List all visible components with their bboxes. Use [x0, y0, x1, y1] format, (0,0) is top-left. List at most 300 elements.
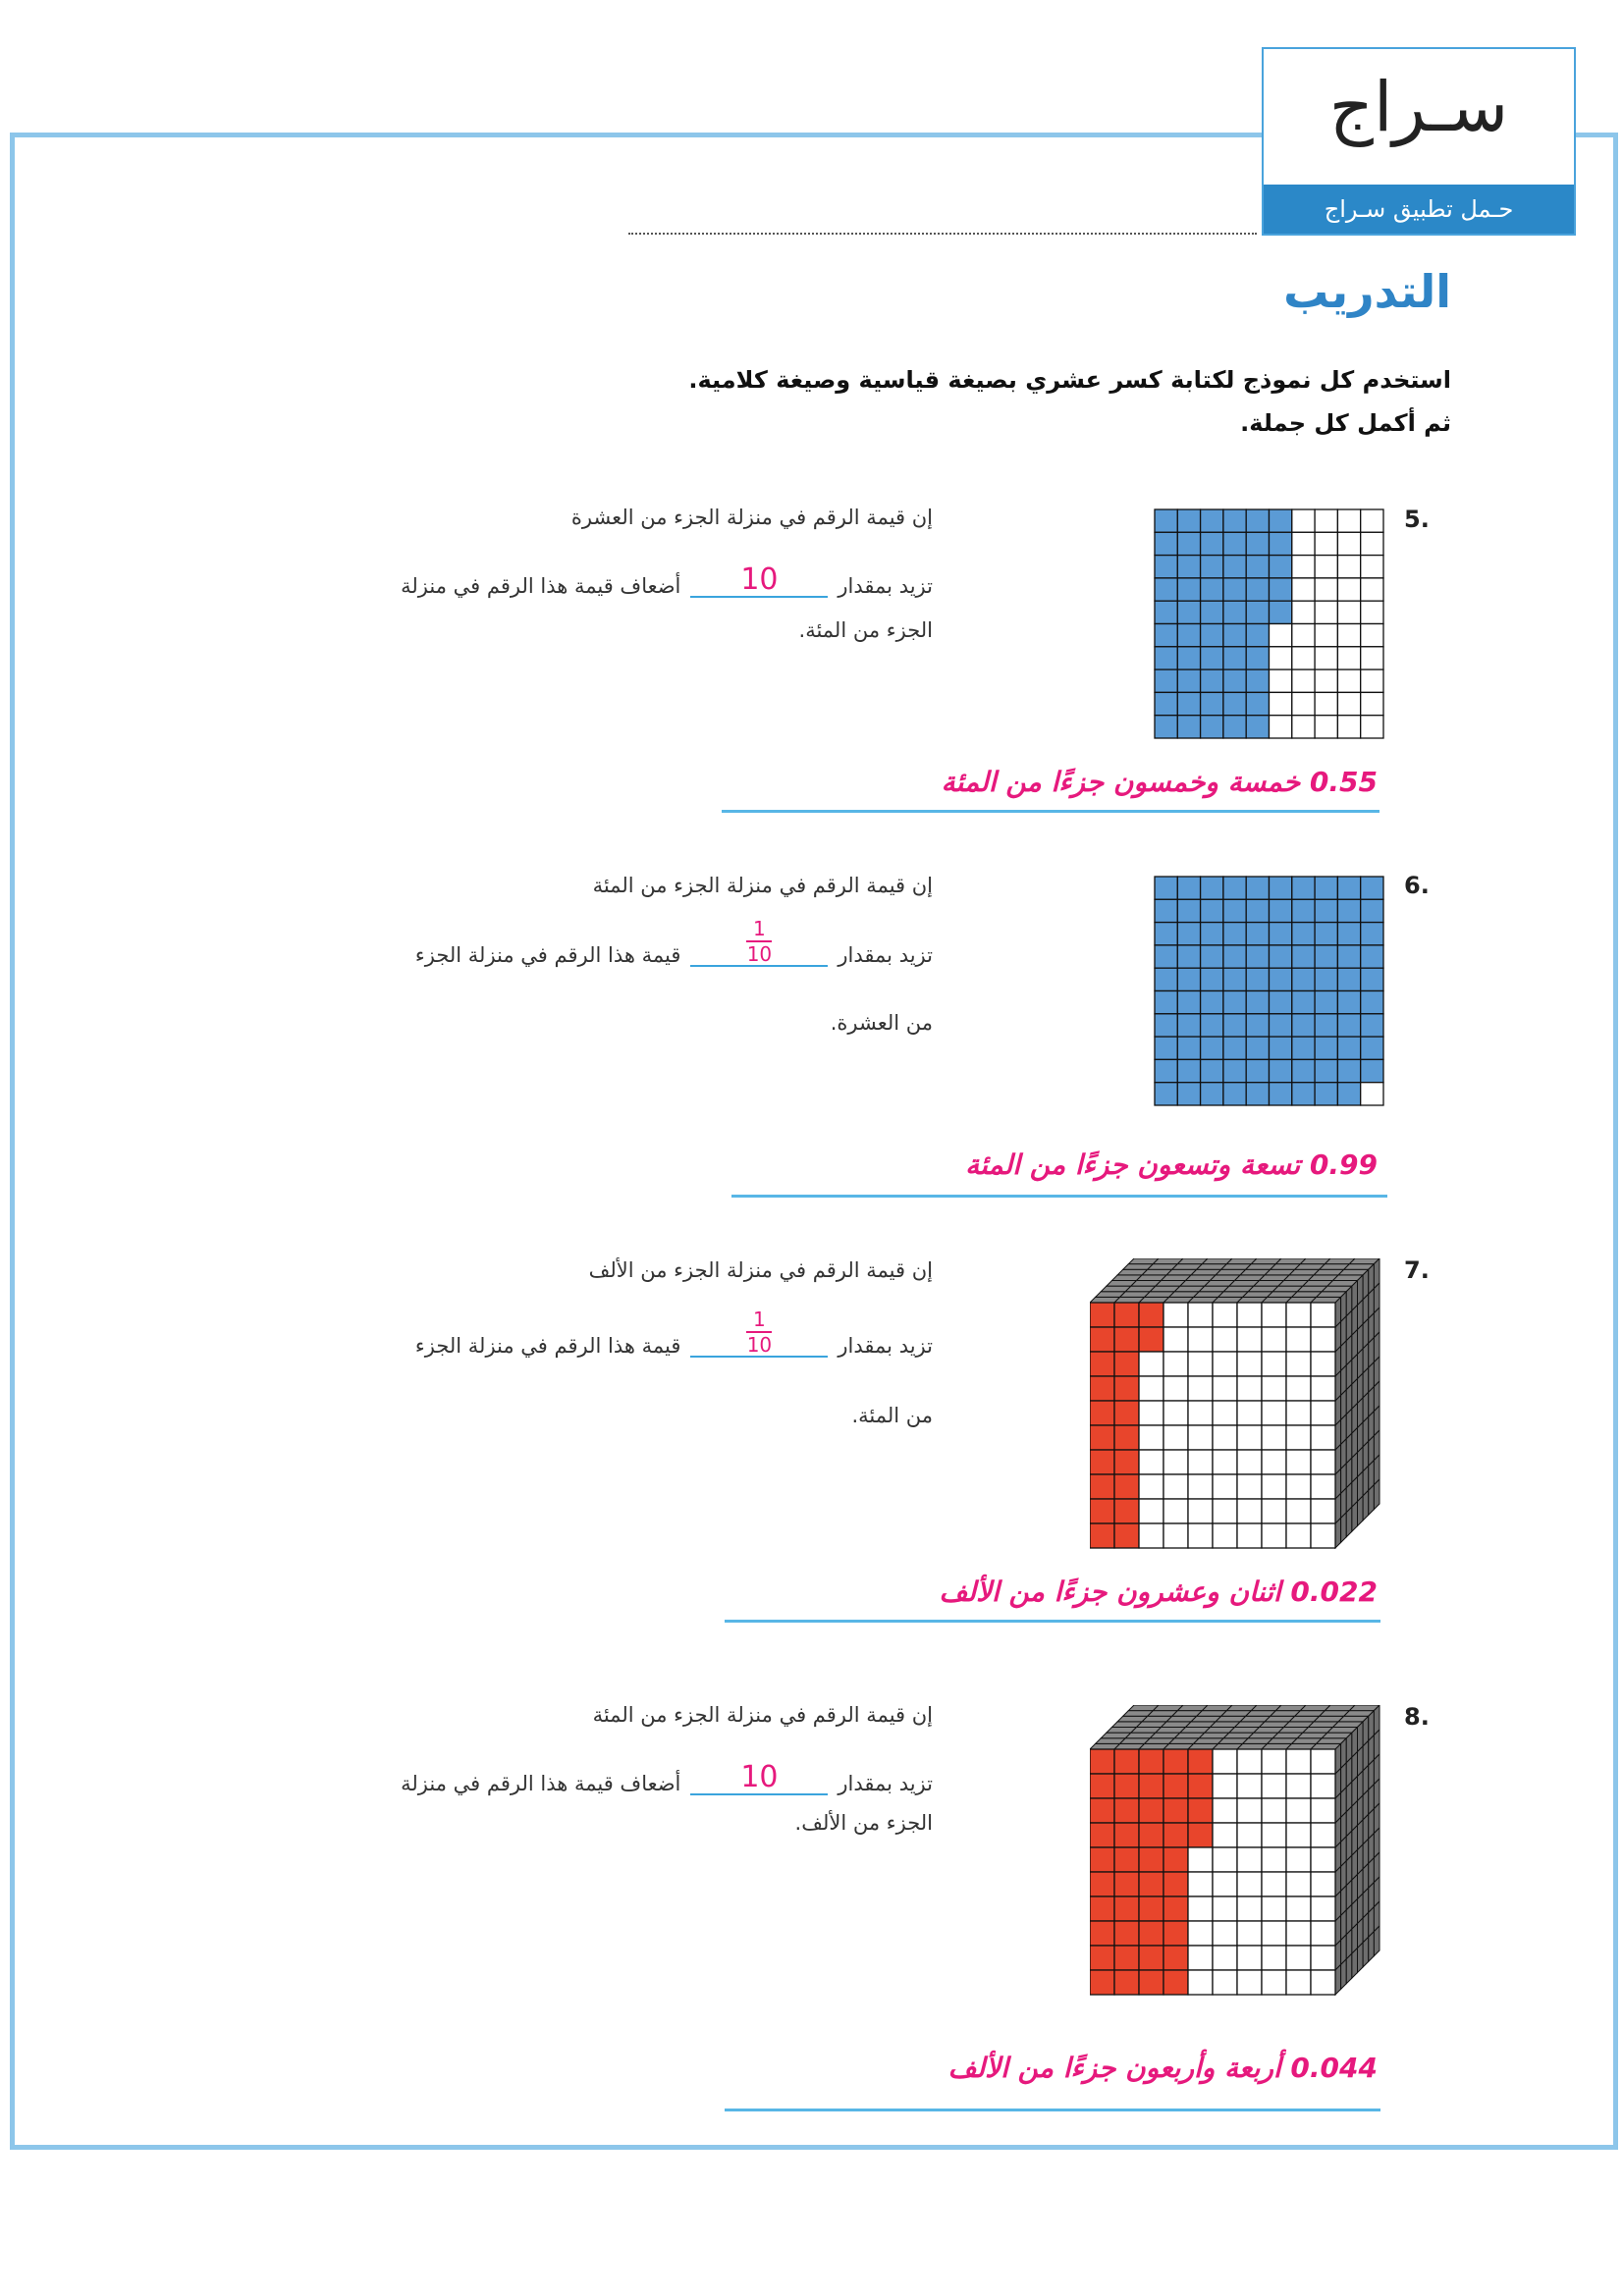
- sentence-line-2: [415, 1302, 933, 1358]
- answer-line: [725, 1620, 1380, 1623]
- grid-cell: [1177, 692, 1200, 715]
- grid-cell: [1315, 1014, 1337, 1037]
- answer-line: [722, 810, 1380, 813]
- cube-front-cell: [1188, 1499, 1213, 1523]
- cube-front-cell: [1311, 1872, 1335, 1896]
- cube-front-cell: [1286, 1921, 1311, 1946]
- cube-front-cell: [1213, 1474, 1237, 1499]
- cube-front-cell: [1213, 1896, 1237, 1921]
- sentence-pre: تزيد بمقدار: [838, 943, 933, 967]
- cube-front-cell: [1139, 1798, 1163, 1823]
- grid-cell: [1201, 692, 1223, 715]
- grid-cell: [1155, 1014, 1177, 1037]
- grid-cell: [1246, 945, 1269, 968]
- model-cube-8: [1090, 1705, 1389, 1996]
- grid-cell: [1361, 1014, 1383, 1037]
- cube-front-cell: [1163, 1823, 1188, 1847]
- grid-cell: [1270, 923, 1292, 945]
- grid-cell: [1201, 899, 1223, 922]
- cube-side-cell: [1335, 1518, 1341, 1548]
- cube-front-cell: [1286, 1896, 1311, 1921]
- answer-blank[interactable]: [690, 911, 828, 967]
- grid-cell: [1315, 669, 1337, 692]
- cube-front-cell: [1237, 1450, 1262, 1474]
- cube-front-cell: [1139, 1474, 1163, 1499]
- grid-cell: [1270, 877, 1292, 899]
- cube-front-cell: [1262, 1303, 1286, 1327]
- brand-logo[interactable]: [1262, 47, 1576, 236]
- cube-front-cell: [1262, 1847, 1286, 1872]
- cube-front-cell: [1163, 1921, 1188, 1946]
- grid-cell: [1337, 968, 1360, 990]
- cube-front-cell: [1139, 1872, 1163, 1896]
- cube-front-cell: [1213, 1946, 1237, 1970]
- cube-front-cell: [1311, 1499, 1335, 1523]
- cube-front-cell: [1311, 1798, 1335, 1823]
- cube-front-cell: [1311, 1523, 1335, 1548]
- cube-front-cell: [1213, 1450, 1237, 1474]
- grid-cell: [1292, 991, 1315, 1014]
- cube-front-cell: [1163, 1474, 1188, 1499]
- grid-cell: [1315, 532, 1337, 555]
- grid-cell: [1201, 991, 1223, 1014]
- grid-cell: [1315, 877, 1337, 899]
- grid-cell: [1292, 556, 1315, 578]
- cube-front-cell: [1139, 1774, 1163, 1798]
- grid-cell: [1361, 601, 1383, 623]
- cube-front-cell: [1139, 1970, 1163, 1995]
- cube-front-cell: [1090, 1847, 1114, 1872]
- grid-cell: [1155, 945, 1177, 968]
- cube-front-cell: [1114, 1327, 1139, 1352]
- fraction-denominator: 10: [746, 1333, 773, 1357]
- cube-front-cell: [1286, 1450, 1311, 1474]
- cube-front-cell: [1139, 1921, 1163, 1946]
- grid-cell: [1155, 1083, 1177, 1105]
- cube-front-cell: [1237, 1327, 1262, 1352]
- cube-front-cell: [1213, 1303, 1237, 1327]
- grid-cell: [1292, 877, 1315, 899]
- grid-cell: [1223, 1059, 1246, 1082]
- cube-front-cell: [1188, 1798, 1213, 1823]
- grid-cell: [1337, 556, 1360, 578]
- cube-side-cell: [1346, 1507, 1352, 1537]
- cube-front-cell: [1139, 1401, 1163, 1425]
- grid-cell: [1201, 968, 1223, 990]
- cube-front-cell: [1188, 1896, 1213, 1921]
- grid-cell: [1246, 968, 1269, 990]
- cube-front-cell: [1213, 1376, 1237, 1401]
- cube-front-cell: [1090, 1749, 1114, 1774]
- grid-cell: [1246, 1059, 1269, 1082]
- grid-cell: [1155, 509, 1177, 532]
- grid-cell: [1155, 601, 1177, 623]
- cube-front-cell: [1311, 1847, 1335, 1872]
- grid-cell: [1270, 1059, 1292, 1082]
- question-number: 7.: [1404, 1256, 1430, 1284]
- grid-cell: [1315, 1059, 1337, 1082]
- cube-front-cell: [1114, 1872, 1139, 1896]
- cube-front-cell: [1213, 1499, 1237, 1523]
- grid-cell: [1155, 692, 1177, 715]
- cube-front-cell: [1090, 1823, 1114, 1847]
- cube-front-cell: [1114, 1499, 1139, 1523]
- cube-front-cell: [1163, 1749, 1188, 1774]
- cube-front-cell: [1311, 1896, 1335, 1921]
- grid-cell: [1201, 1037, 1223, 1059]
- cube-front-cell: [1262, 1774, 1286, 1798]
- cube-front-cell: [1286, 1401, 1311, 1425]
- grid-cell: [1177, 1059, 1200, 1082]
- grid-cell: [1223, 509, 1246, 532]
- cube-side-cell: [1369, 1932, 1375, 1962]
- cube-side-cell: [1358, 1496, 1364, 1526]
- grid-cell: [1223, 692, 1246, 715]
- grid-cell: [1201, 1083, 1223, 1105]
- cube-front-cell: [1213, 1798, 1237, 1823]
- cube-front-cell: [1090, 1798, 1114, 1823]
- cube-front-cell: [1311, 1450, 1335, 1474]
- grid-cell: [1270, 624, 1292, 647]
- grid-cell: [1223, 877, 1246, 899]
- sentence-line-3: من المئة.: [851, 1404, 933, 1427]
- cube-front-cell: [1090, 1376, 1114, 1401]
- cube-front-cell: [1213, 1401, 1237, 1425]
- cube-front-cell: [1262, 1450, 1286, 1474]
- grid-cell: [1292, 692, 1315, 715]
- grid-cell: [1337, 669, 1360, 692]
- cube-front-cell: [1188, 1749, 1213, 1774]
- cube-front-cell: [1163, 1523, 1188, 1548]
- cube-front-cell: [1262, 1896, 1286, 1921]
- grid-cell: [1292, 1037, 1315, 1059]
- cube-front-cell: [1286, 1303, 1311, 1327]
- cube-front-cell: [1311, 1303, 1335, 1327]
- grid-cell: [1223, 1037, 1246, 1059]
- grid-cell: [1315, 601, 1337, 623]
- cube-front-cell: [1090, 1474, 1114, 1499]
- cube-front-cell: [1286, 1474, 1311, 1499]
- cube-front-cell: [1311, 1401, 1335, 1425]
- grid-cell: [1155, 532, 1177, 555]
- cube-front-cell: [1163, 1499, 1188, 1523]
- sentence-pre: تزيد بمقدار: [838, 1334, 933, 1358]
- grid-cell: [1155, 1037, 1177, 1059]
- grid-cell: [1361, 877, 1383, 899]
- grid-cell: [1155, 923, 1177, 945]
- grid-cell: [1223, 532, 1246, 555]
- cube-front-cell: [1286, 1499, 1311, 1523]
- grid-cell: [1246, 624, 1269, 647]
- cube-front-cell: [1114, 1921, 1139, 1946]
- grid-cell: [1337, 899, 1360, 922]
- cube-front-cell: [1114, 1823, 1139, 1847]
- grid-cell: [1246, 991, 1269, 1014]
- fraction-numerator: 1: [753, 1308, 766, 1331]
- grid-cell: [1223, 624, 1246, 647]
- cube-front-cell: [1262, 1499, 1286, 1523]
- cube-front-cell: [1188, 1450, 1213, 1474]
- cube-front-cell: [1311, 1921, 1335, 1946]
- grid-cell: [1246, 556, 1269, 578]
- cube-front-cell: [1237, 1823, 1262, 1847]
- cube-front-cell: [1286, 1847, 1311, 1872]
- cube-front-cell: [1139, 1303, 1163, 1327]
- grid-cell: [1201, 1059, 1223, 1082]
- sentence-line-2: [415, 911, 933, 967]
- model-grid-5: [1154, 508, 1389, 739]
- sentence-post: قيمة هذا الرقم في منزلة الجزء: [414, 1334, 681, 1358]
- question-number: 8.: [1404, 1703, 1430, 1731]
- grid-cell: [1201, 532, 1223, 555]
- cube-front-cell: [1286, 1823, 1311, 1847]
- grid-cell: [1177, 532, 1200, 555]
- cube-front-cell: [1237, 1896, 1262, 1921]
- grid-cell: [1246, 601, 1269, 623]
- cube-front-cell: [1262, 1872, 1286, 1896]
- cube-front-cell: [1262, 1376, 1286, 1401]
- cube-front-cell: [1188, 1474, 1213, 1499]
- grid-cell: [1201, 601, 1223, 623]
- grid-cell: [1315, 991, 1337, 1014]
- grid-cell: [1223, 716, 1246, 738]
- grid-cell: [1223, 923, 1246, 945]
- cube-front-cell: [1237, 1946, 1262, 1970]
- cube-front-cell: [1286, 1376, 1311, 1401]
- grid-cell: [1201, 647, 1223, 669]
- cube-front-cell: [1286, 1352, 1311, 1376]
- grid-cell: [1246, 1083, 1269, 1105]
- cube-front-cell: [1139, 1327, 1163, 1352]
- grid-cell: [1337, 1037, 1360, 1059]
- answer-7: 0.022 اثنان وعشرون جزءًا من الألف: [939, 1575, 1378, 1608]
- grid-cell: [1292, 578, 1315, 601]
- cube-front-cell: [1237, 1401, 1262, 1425]
- grid-cell: [1270, 532, 1292, 555]
- grid-cell: [1315, 945, 1337, 968]
- cube-front-cell: [1090, 1774, 1114, 1798]
- grid-cell: [1201, 578, 1223, 601]
- cube-front-cell: [1262, 1474, 1286, 1499]
- cube-front-cell: [1114, 1425, 1139, 1450]
- cube-front-cell: [1311, 1327, 1335, 1352]
- grid-cell: [1337, 991, 1360, 1014]
- cube-front-cell: [1139, 1946, 1163, 1970]
- grid-cell: [1337, 716, 1360, 738]
- cube-front-cell: [1163, 1401, 1188, 1425]
- page-title: التدريب: [1283, 265, 1451, 318]
- cube-front-cell: [1090, 1970, 1114, 1995]
- grid-cell: [1315, 556, 1337, 578]
- cube-front-cell: [1090, 1921, 1114, 1946]
- answer-blank[interactable]: 10: [690, 1762, 828, 1795]
- grid-cell: [1292, 647, 1315, 669]
- grid-cell: [1155, 877, 1177, 899]
- grid-cell: [1246, 578, 1269, 601]
- cube-front-cell: [1286, 1798, 1311, 1823]
- logo-wordmark: سـراج: [1328, 67, 1509, 147]
- grid-cell: [1315, 1037, 1337, 1059]
- grid-cell: [1246, 692, 1269, 715]
- fraction-denominator: 10: [746, 942, 773, 966]
- cube-front-cell: [1163, 1970, 1188, 1995]
- grid-cell: [1292, 899, 1315, 922]
- cube-front-cell: [1213, 1327, 1237, 1352]
- answer-blank[interactable]: 10: [690, 564, 828, 598]
- model-cube-7: [1090, 1258, 1389, 1549]
- cube-front-cell: [1188, 1376, 1213, 1401]
- cube-front-cell: [1114, 1303, 1139, 1327]
- cube-front-cell: [1163, 1872, 1188, 1896]
- cube-front-cell: [1213, 1847, 1237, 1872]
- grid-cell: [1177, 669, 1200, 692]
- grid-cell: [1223, 556, 1246, 578]
- grid-cell: [1361, 532, 1383, 555]
- cube-front-cell: [1090, 1303, 1114, 1327]
- cube-front-cell: [1139, 1450, 1163, 1474]
- cube-front-cell: [1163, 1352, 1188, 1376]
- answer-blank[interactable]: [690, 1302, 828, 1358]
- sentence-line-1: إن قيمة الرقم في منزلة الجزء من العشرة: [570, 506, 933, 529]
- sentence-post: قيمة هذا الرقم في منزلة الجزء: [414, 943, 681, 967]
- cube-front-cell: [1237, 1499, 1262, 1523]
- grid-cell: [1246, 647, 1269, 669]
- grid-cell: [1361, 968, 1383, 990]
- grid-cell: [1292, 716, 1315, 738]
- grid-cell: [1246, 716, 1269, 738]
- answer-8: 0.044 أربعة وأربعون جزءًا من الألف: [947, 2052, 1378, 2084]
- grid-cell: [1177, 1014, 1200, 1037]
- grid-cell: [1361, 578, 1383, 601]
- grid-cell: [1223, 578, 1246, 601]
- answer-line: [725, 2109, 1380, 2111]
- cube-front-cell: [1114, 1450, 1139, 1474]
- grid-cell: [1292, 624, 1315, 647]
- cube-front-cell: [1163, 1896, 1188, 1921]
- cube-front-cell: [1188, 1774, 1213, 1798]
- cube-front-cell: [1090, 1872, 1114, 1896]
- cube-front-cell: [1237, 1847, 1262, 1872]
- cube-front-cell: [1139, 1847, 1163, 1872]
- grid-cell: [1337, 509, 1360, 532]
- cube-front-cell: [1188, 1946, 1213, 1970]
- grid-cell: [1292, 601, 1315, 623]
- cube-front-cell: [1237, 1798, 1262, 1823]
- cube-front-cell: [1237, 1970, 1262, 1995]
- cube-front-cell: [1311, 1823, 1335, 1847]
- grid-cell: [1361, 669, 1383, 692]
- question-number: 5.: [1404, 506, 1430, 533]
- grid-cell: [1177, 1037, 1200, 1059]
- cube-front-cell: [1188, 1921, 1213, 1946]
- cube-side-cell: [1341, 1513, 1347, 1543]
- cube-front-cell: [1090, 1425, 1114, 1450]
- grid-cell: [1177, 509, 1200, 532]
- answer-5: 0.55 خمسة وخمسون جزءًا من المئة: [941, 766, 1378, 798]
- grid-cell: [1177, 1083, 1200, 1105]
- grid-cell: [1315, 716, 1337, 738]
- grid-cell: [1361, 1037, 1383, 1059]
- cube-front-cell: [1139, 1352, 1163, 1376]
- cube-front-cell: [1139, 1896, 1163, 1921]
- grid-cell: [1223, 1014, 1246, 1037]
- cube-front-cell: [1262, 1749, 1286, 1774]
- sentence-6: [236, 874, 933, 1050]
- grid-cell: [1177, 991, 1200, 1014]
- cube-front-cell: [1311, 1352, 1335, 1376]
- cube-side-cell: [1346, 1953, 1352, 1984]
- cube-front-cell: [1114, 1946, 1139, 1970]
- cube-front-cell: [1163, 1798, 1188, 1823]
- dotted-divider: [628, 233, 1257, 235]
- grid-cell: [1361, 556, 1383, 578]
- cube-front-cell: [1139, 1823, 1163, 1847]
- cube-front-cell: [1090, 1327, 1114, 1352]
- grid-cell: [1315, 509, 1337, 532]
- grid-cell: [1270, 578, 1292, 601]
- cube-front-cell: [1237, 1921, 1262, 1946]
- grid-cell: [1270, 647, 1292, 669]
- sentence-line-1: إن قيمة الرقم في منزلة الجزء من الألف: [588, 1258, 933, 1282]
- cube-front-cell: [1188, 1352, 1213, 1376]
- sentence-7: [236, 1258, 933, 1435]
- grid-cell: [1246, 532, 1269, 555]
- grid-cell: [1337, 692, 1360, 715]
- grid-cell: [1270, 991, 1292, 1014]
- grid-cell: [1292, 1083, 1315, 1105]
- cube-front-cell: [1311, 1425, 1335, 1450]
- cube-front-cell: [1262, 1798, 1286, 1823]
- cube-front-cell: [1213, 1749, 1237, 1774]
- grid-cell: [1361, 1059, 1383, 1082]
- grid-cell: [1177, 601, 1200, 623]
- cube-front-cell: [1114, 1896, 1139, 1921]
- cube-side-cell: [1363, 1490, 1369, 1521]
- sentence-8: [236, 1703, 933, 1860]
- grid-cell: [1246, 669, 1269, 692]
- grid-cell: [1246, 877, 1269, 899]
- grid-cell: [1361, 923, 1383, 945]
- cube-front-cell: [1188, 1847, 1213, 1872]
- cube-front-cell: [1237, 1872, 1262, 1896]
- cube-front-cell: [1188, 1823, 1213, 1847]
- logo-download-strip: حـمل تطبيق سـراج: [1264, 185, 1574, 234]
- instructions: [469, 358, 1451, 445]
- grid-cell: [1337, 532, 1360, 555]
- cube-front-cell: [1139, 1523, 1163, 1548]
- cube-front-cell: [1213, 1352, 1237, 1376]
- cube-front-cell: [1163, 1376, 1188, 1401]
- grid-cell: [1270, 1037, 1292, 1059]
- cube-front-cell: [1188, 1970, 1213, 1995]
- grid-cell: [1270, 601, 1292, 623]
- cube-front-cell: [1090, 1523, 1114, 1548]
- grid-cell: [1177, 945, 1200, 968]
- grid-cell: [1361, 1083, 1383, 1105]
- cube-front-cell: [1114, 1401, 1139, 1425]
- grid-cell: [1155, 624, 1177, 647]
- grid-cell: [1270, 509, 1292, 532]
- cube-front-cell: [1163, 1774, 1188, 1798]
- cube-front-cell: [1090, 1401, 1114, 1425]
- cube-side-cell: [1374, 1479, 1380, 1510]
- grid-cell: [1270, 692, 1292, 715]
- grid-cell: [1201, 624, 1223, 647]
- grid-cell: [1361, 945, 1383, 968]
- grid-cell: [1315, 968, 1337, 990]
- grid-cell: [1361, 509, 1383, 532]
- cube-front-cell: [1213, 1921, 1237, 1946]
